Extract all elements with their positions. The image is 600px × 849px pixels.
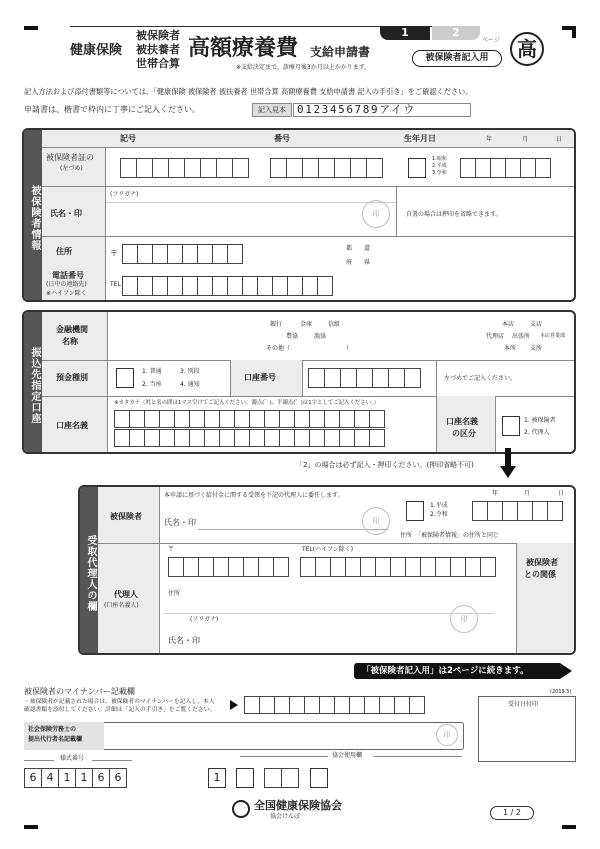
page-tab-2: 2: [432, 26, 480, 40]
branch-name-input[interactable]: [374, 316, 484, 356]
relation-label: 被保険者: [526, 558, 558, 567]
type-other-end: ）: [346, 345, 353, 352]
acct-no-input[interactable]: [308, 368, 420, 388]
section-side-label: 受取代理人の欄: [80, 487, 98, 653]
number-input[interactable]: [270, 158, 382, 178]
crop-mark: [572, 26, 576, 38]
col-symbol: 記号: [120, 134, 136, 143]
birth-m: 月: [522, 136, 529, 143]
branch-honten: 本店: [502, 321, 515, 328]
holder-label: 口座名義: [56, 421, 88, 430]
agent-postal-mark: 〒: [168, 546, 175, 553]
acct-toza: 2. 当座: [142, 381, 162, 388]
card-sub: (左づめ): [60, 165, 83, 172]
era-2: 2.平成: [432, 163, 447, 169]
title-left: 健康保険: [70, 43, 123, 58]
name-input[interactable]: [108, 204, 358, 232]
agent-tel-input[interactable]: [300, 557, 495, 577]
assoc-field-group: [264, 768, 298, 788]
proxy-y: 年: [492, 490, 499, 497]
type-gyokyo: 漁協: [314, 333, 327, 340]
branch-shuchosho: 出張所: [512, 333, 531, 340]
assoc-field-1: 1: [208, 768, 226, 788]
holder-type-label2: の区分: [452, 429, 476, 438]
mynum-note-1: ・被保険者が記載された場合は、被保険者のマイナンバーを記入し、本人: [24, 699, 215, 705]
version: (2019.5): [550, 689, 572, 695]
labor-seal-mark: 印: [436, 724, 458, 746]
page-title: 高額療養費: [188, 36, 299, 61]
down-arrow-head-icon: [500, 466, 516, 478]
pref-to: 都: [346, 245, 353, 252]
holder-input-row1[interactable]: [114, 410, 384, 428]
acct-type-label: 預金種別: [56, 373, 88, 382]
birth-date-input[interactable]: [460, 158, 550, 178]
katakana-note: ※カタカナ（姓と名の間は1マス空けてご記入ください。濁点(゛)、半濁点(゜)は1字としてご記入ください。）: [114, 400, 380, 406]
section-proxy: [78, 485, 576, 655]
page-tab-1: 1: [380, 26, 430, 40]
page-indicator: 1 / 2: [490, 806, 534, 820]
inst-name-input[interactable]: [114, 316, 254, 356]
mynumber-input[interactable]: [244, 696, 424, 714]
furigana-label: (フリガナ): [110, 191, 139, 198]
proxy-era-2: 2.令和: [430, 511, 448, 518]
autograph-note: 自署の場合は押印を省略できます。: [406, 211, 502, 218]
agent-label: 代理人: [114, 590, 138, 599]
col-number: 番号: [274, 134, 290, 143]
proxy-insured-label: 被保険者: [110, 512, 142, 521]
birth-y: 年: [486, 136, 493, 143]
page-label: ページ: [482, 37, 500, 44]
card-label: 被保険者証の: [46, 153, 94, 162]
processing-note: ※支給決定まで、診療月後3か月以上かかります。: [236, 64, 371, 71]
form-number: 6 4 1 1 6 6: [24, 768, 126, 788]
crop-mark: [562, 825, 576, 829]
proxy-era-1: 1.平成: [430, 502, 448, 509]
form-no-label: 様式番号: [60, 755, 85, 762]
left-fill-note: 左づめでご記入ください。: [444, 375, 517, 382]
section-insured-info: [22, 128, 576, 302]
intro-line-1: 記入方法および添付書類等については、「健康保険 被保険者 被扶養者 世帯合算 高額療養費 支給申請書 記入の手引き」をご確認ください。: [24, 87, 473, 96]
type-shinkumi: 信組: [328, 321, 341, 328]
inst-label: 金融機関: [56, 325, 88, 334]
type-nokyo: 農協: [286, 333, 299, 340]
acct-tsuchi: 4. 通知: [180, 381, 200, 388]
branch-honsho: 本所: [504, 345, 517, 352]
agent-name-label: 氏名・印: [168, 636, 200, 645]
era-1: 1.昭和: [432, 156, 447, 162]
type-bank: 銀行: [270, 321, 283, 328]
proxy-seal-mark: 印: [362, 507, 390, 535]
pref-ken: 県: [364, 259, 371, 266]
mynum-note-2: 確認書類を添付してください。詳細は「記入の手引き」をご覧ください。: [24, 707, 216, 713]
kanji-mark: 高: [510, 32, 544, 66]
org-sub: 協会けんぽ: [270, 813, 301, 820]
postal-input[interactable]: [122, 244, 242, 264]
holder-type-2: 2. 代理人: [524, 429, 550, 436]
address-input[interactable]: [380, 240, 574, 272]
agent-furigana: (フリガナ): [190, 616, 219, 623]
section-side-label: 被保険者情報: [24, 130, 42, 300]
agent-tel-label: TEL(ハイフン除く): [302, 546, 354, 553]
down-arrow-icon: [505, 448, 511, 468]
section-bank-account: [22, 310, 576, 454]
continue-banner: 「被保険者記入用」は2ページに続きます。: [354, 663, 560, 679]
type-kinko: 金庫: [300, 321, 313, 328]
proxy-name-label: 氏名・印: [164, 518, 196, 527]
agent-postal-input[interactable]: [168, 557, 288, 577]
branch-dairiten: 代理店: [486, 333, 505, 340]
symbol-input[interactable]: [120, 158, 248, 178]
labor-label2: 提出代行者名記載欄: [28, 736, 83, 743]
holder-input-row2[interactable]: [114, 429, 384, 447]
relation-label2: との関係: [524, 570, 556, 579]
sample-chars: 0123456789アイウ: [293, 103, 471, 117]
proxy-m: 月: [524, 490, 531, 497]
name-label: 氏名・印: [50, 209, 82, 218]
col-birth: 生年月日: [404, 134, 436, 143]
era-3: 3.令和: [432, 170, 447, 176]
org-logo-icon: [232, 800, 250, 818]
phone-input[interactable]: [122, 276, 332, 296]
acct-futsu: 1. 普通: [142, 368, 162, 375]
pref-do: 道: [364, 245, 371, 252]
assoc-field: [236, 768, 254, 788]
holder-type-input[interactable]: [502, 416, 520, 436]
section-side-label: 振込先指定口座: [24, 312, 42, 452]
proxy-required-note: 「2」の場合は必ず記入・押印ください。(押印省略不可): [296, 461, 474, 469]
holder-type-label: 口座名義: [446, 417, 478, 426]
mynum-title: 被保険者のマイナンバー記載欄: [24, 687, 135, 696]
intro-line-2: 申請書は、楷書で枠内に丁寧にご記入ください。: [24, 105, 200, 114]
crop-mark: [24, 825, 38, 829]
labor-name-input[interactable]: [108, 724, 428, 748]
acct-type-input[interactable]: [116, 368, 134, 388]
mynum-arrow-icon: [230, 700, 238, 710]
acct-no-label: 口座番号: [244, 373, 276, 382]
birth-d: 日: [556, 136, 563, 143]
proxy-addr-note: 住所 「被保険者情報」の住所と同じ: [400, 532, 500, 539]
postal-mark: 〒: [110, 249, 118, 258]
pref-fu: 府: [346, 259, 353, 266]
crop-mark: [24, 26, 38, 30]
address-label: 住所: [56, 247, 72, 256]
phone-label: 電話番号: [52, 271, 84, 280]
title-stack-2: 被扶養者: [136, 43, 180, 56]
org-name: 全国健康保険協会: [254, 799, 342, 812]
title-stack-1: 被保険者: [136, 29, 180, 42]
assoc-use-label: 協会使用欄: [332, 752, 363, 759]
phone-sub: (日中の連絡先): [46, 281, 87, 288]
agent-sub: (口座名義人): [104, 602, 139, 609]
delegate-text: 本申請に基づく給付金に関する受領を下記の代理人に委任します。: [164, 492, 344, 499]
inst-label2: 名称: [62, 337, 78, 346]
agent-addr-label: 住所: [168, 590, 181, 597]
phone-sub2: ※ハイフン除く: [46, 290, 87, 297]
badge-insured-entry: 被保険者記入用: [412, 50, 502, 67]
labor-label: 社会保険労務士の: [28, 726, 77, 733]
branch-shiten: 支店: [530, 321, 543, 328]
branch-honten-eigyobu: 本店営業部: [540, 333, 566, 339]
continue-arrow-icon: [560, 663, 572, 679]
seal-mark: 印: [362, 200, 390, 228]
holder-type-1: 1. 被保険者: [524, 417, 556, 424]
type-other: その他（: [266, 345, 291, 352]
tel-mark: TEL: [110, 281, 121, 288]
proxy-era-input[interactable]: [406, 501, 424, 521]
title-sub: 支給申請書: [310, 45, 371, 59]
agent-seal-mark: 印: [450, 605, 478, 633]
acct-betsudan: 3. 別段: [180, 368, 200, 375]
receipt-label: 受付日付印: [508, 701, 539, 708]
assoc-field: [310, 768, 328, 788]
title-stack-3: 世帯合算: [136, 57, 180, 70]
sample-label: 記入見本: [252, 103, 292, 117]
era-input[interactable]: [408, 158, 426, 178]
branch-shisho: 支所: [530, 345, 543, 352]
proxy-date-input[interactable]: [472, 501, 562, 521]
proxy-d: 日: [558, 490, 565, 497]
